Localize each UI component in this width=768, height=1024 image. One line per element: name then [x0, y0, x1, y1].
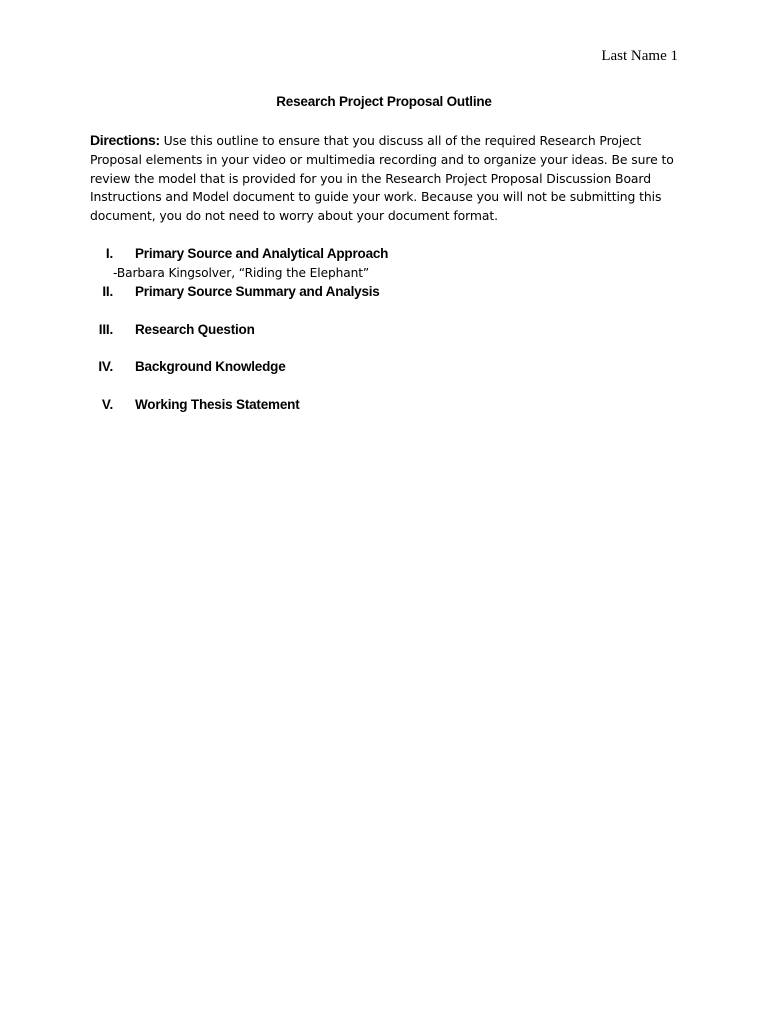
- outline-item-thesis-statement: [0, 395, 768, 415]
- outline-item-background-knowledge: [0, 357, 768, 377]
- running-header: Last Name 1: [601, 48, 678, 64]
- directions-text: Use this outline to ensure that you discuss all of the required Research Project Proposal elements in your video or multimedia recording and to organize your ideas. Be sure to review the model that is provided for you in the Research Project Proposal Discussion Board Instructions and Model document to guide your work. Because you will not be submitting this document, you do not need to worry about your document format.: [90, 133, 674, 224]
- outline-numeral: IV.: [98, 359, 113, 374]
- directions-paragraph: [90, 131, 690, 226]
- outline-label: Working Thesis Statement: [135, 397, 300, 412]
- outline-item-primary-source: [0, 244, 768, 264]
- outline-label: Research Question: [135, 322, 255, 337]
- outline-item-research-question: [0, 320, 768, 340]
- outline-label: Primary Source Summary and Analysis: [135, 284, 380, 299]
- directions-label: Directions:: [90, 132, 160, 148]
- outline-label: Primary Source and Analytical Approach: [135, 246, 389, 261]
- document-title: Research Project Proposal Outline: [276, 94, 492, 109]
- outline-numeral: V.: [101, 397, 113, 412]
- outline-numeral: III.: [98, 322, 113, 337]
- source-citation-note: -Barbara Kingsolver, “Riding the Elephant”: [113, 266, 370, 280]
- outline-label: Background Knowledge: [135, 359, 286, 374]
- outline-item-summary-analysis: [0, 282, 768, 302]
- outline-numeral: II.: [102, 284, 113, 299]
- outline-numeral: I.: [105, 246, 113, 261]
